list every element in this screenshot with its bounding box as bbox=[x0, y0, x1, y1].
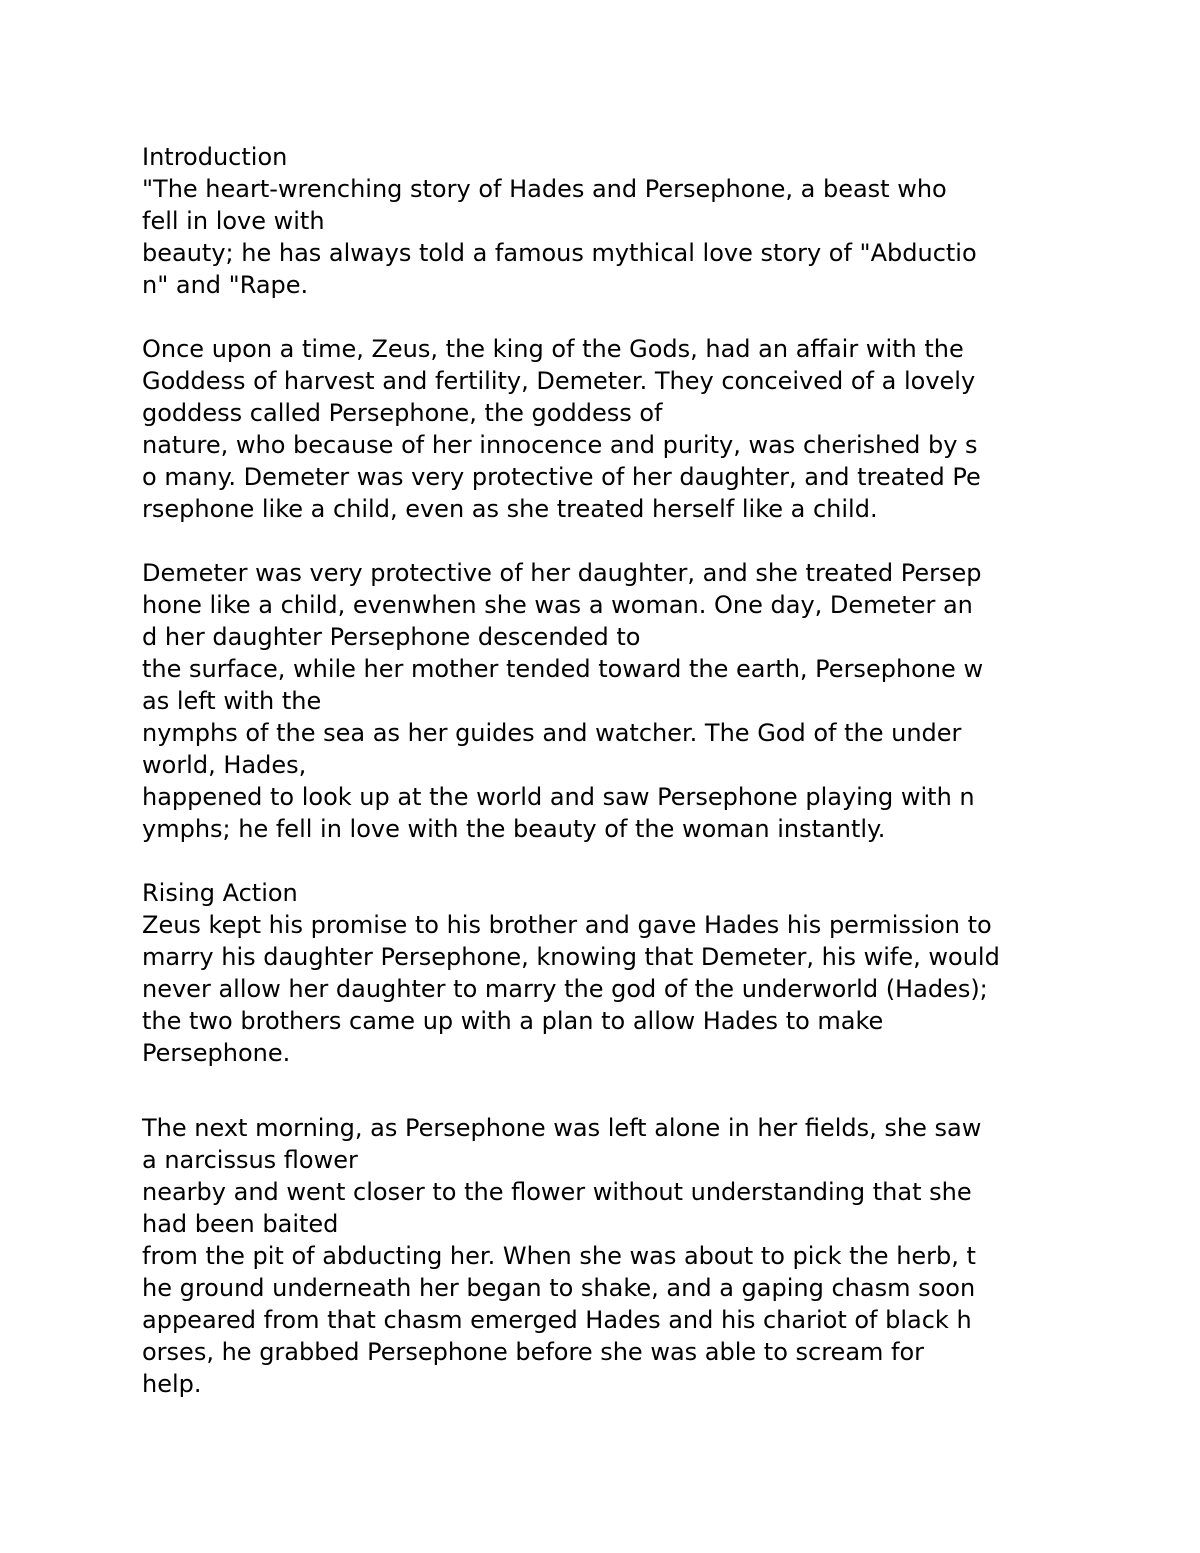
paragraph-gap bbox=[142, 525, 1072, 557]
text-line: Persephone. bbox=[142, 1039, 291, 1067]
text-line: beauty; he has always told a famous mythical love story of "Abductio bbox=[142, 239, 977, 267]
text-line: nature, who because of her innocence and purity, was cherished by s bbox=[142, 431, 978, 459]
text-line: the surface, while her mother tended toward the earth, Persephone w bbox=[142, 655, 984, 683]
text-line: fell in love with bbox=[142, 207, 325, 235]
paragraph-gap bbox=[142, 1069, 1072, 1112]
text-line: "The heart-wrenching story of Hades and Persephone, a beast who bbox=[142, 175, 947, 203]
text-line: marry his daughter Persephone, knowing that Demeter, his wife, would bbox=[142, 943, 1000, 971]
text-line: had been baited bbox=[142, 1210, 339, 1238]
text-line: appeared from that chasm emerged Hades and his chariot of black h bbox=[142, 1306, 972, 1334]
text-line: as left with the bbox=[142, 687, 322, 715]
text-line: world, Hades, bbox=[142, 751, 307, 779]
text-line: ymphs; he fell in love with the beauty of the woman instantly. bbox=[142, 815, 886, 843]
text-line: d her daughter Persephone descended to bbox=[142, 623, 641, 651]
text-line: happened to look up at the world and saw Persephone playing with n bbox=[142, 783, 975, 811]
text-line: nymphs of the sea as her guides and watcher. The God of the under bbox=[142, 719, 962, 747]
text-line: o many. Demeter was very protective of her daughter, and treated Pe bbox=[142, 463, 981, 491]
text-line: he ground underneath her began to shake, and a gaping chasm soon bbox=[142, 1274, 976, 1302]
paragraph-gap bbox=[142, 845, 1072, 877]
text-line: the two brothers came up with a plan to allow Hades to make bbox=[142, 1007, 884, 1035]
section-heading-rising-action: Rising Action bbox=[142, 879, 298, 907]
text-line: never allow her daughter to marry the god of the underworld (Hades); bbox=[142, 975, 988, 1003]
text-line: hone like a child, evenwhen she was a woman. One day, Demeter an bbox=[142, 591, 973, 619]
section-heading-introduction: Introduction bbox=[142, 143, 288, 171]
text-line: a narcissus flower bbox=[142, 1146, 358, 1174]
paragraph-gap bbox=[142, 301, 1072, 333]
text-line: Zeus kept his promise to his brother and gave Hades his permission to bbox=[142, 911, 992, 939]
text-line: Once upon a time, Zeus, the king of the Gods, had an affair with the bbox=[142, 335, 964, 363]
text-line: nearby and went closer to the flower without understanding that she bbox=[142, 1178, 972, 1206]
text-line: Goddess of harvest and fertility, Demeter. They conceived of a lovely bbox=[142, 367, 976, 395]
text-line: goddess called Persephone, the goddess of bbox=[142, 399, 663, 427]
text-line: n" and "Rape. bbox=[142, 271, 309, 299]
text-line: from the pit of abducting her. When she was about to pick the herb, t bbox=[142, 1242, 976, 1270]
text-line: help. bbox=[142, 1370, 202, 1398]
text-line: The next morning, as Persephone was left alone in her fields, she saw bbox=[142, 1114, 982, 1142]
text-line: orses, he grabbed Persephone before she was able to scream for bbox=[142, 1338, 925, 1366]
text-line: rsephone like a child, even as she treated herself like a child. bbox=[142, 495, 878, 523]
text-line: Demeter was very protective of her daughter, and she treated Persep bbox=[142, 559, 982, 587]
document-body bbox=[142, 141, 1072, 1400]
